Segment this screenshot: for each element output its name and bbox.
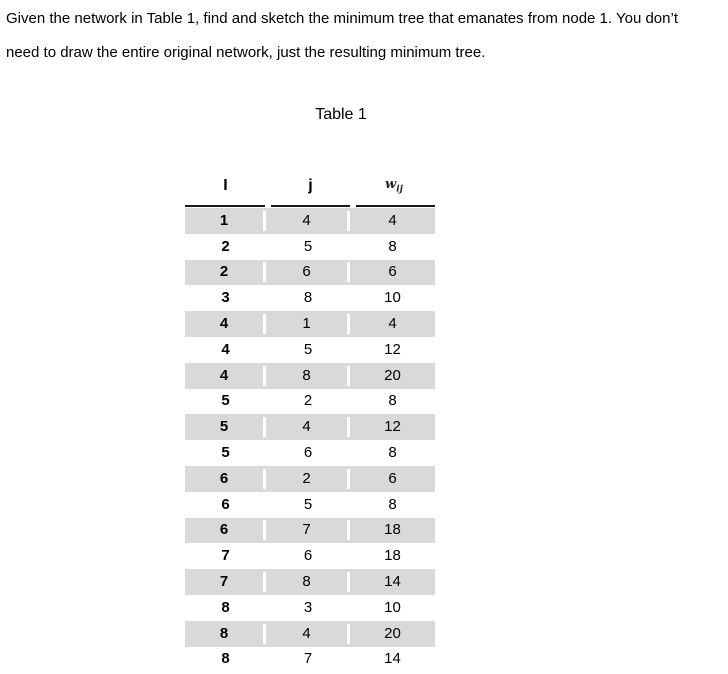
cell-weight: 20 (384, 624, 401, 642)
cell-weight: 18 (384, 521, 401, 539)
cell-i: 5 (185, 417, 266, 437)
cell-i: 4 (221, 340, 230, 358)
cell-i: 1 (185, 211, 266, 231)
table-row (185, 389, 435, 415)
header-weight (353, 177, 435, 195)
cell-j: 8 (266, 366, 350, 386)
cell-i: 4 (185, 314, 266, 334)
header-i: I (223, 177, 228, 194)
cell-j: 4 (266, 624, 350, 644)
cell-weight: 12 (384, 418, 401, 436)
cell-weight: 6 (388, 263, 397, 281)
cell-weight: 8 (388, 495, 397, 513)
cell-weight: 4 (388, 315, 397, 333)
header-rule-w (356, 205, 435, 207)
cell-weight: 8 (388, 444, 397, 462)
table-row (185, 363, 435, 389)
table-row (185, 595, 435, 621)
table-row (185, 234, 435, 260)
cell-j: 7 (303, 650, 313, 668)
header-weight-text: $w_{ij}$ (385, 177, 403, 195)
table-row (185, 543, 435, 569)
table-row (185, 621, 435, 647)
cell-j: 1 (266, 314, 350, 334)
table-row (185, 466, 435, 492)
cell-weight: 14 (384, 650, 401, 668)
cell-j: 4 (266, 211, 350, 231)
cell-i: 5 (221, 444, 230, 462)
cell-weight: 20 (384, 366, 401, 384)
cell-i: 7 (221, 547, 230, 565)
cell-weight: 6 (388, 469, 397, 487)
cell-i: 8 (185, 624, 266, 644)
table-row (185, 518, 435, 544)
cell-j: 5 (303, 340, 313, 358)
table-row (185, 414, 435, 440)
cell-weight: 4 (388, 211, 397, 229)
cell-weight: 10 (384, 289, 401, 307)
cell-weight: 18 (384, 547, 401, 565)
table-row (185, 647, 435, 673)
table-row (185, 569, 435, 595)
cell-j: 4 (266, 417, 350, 437)
cell-weight: 8 (388, 392, 397, 410)
cell-i: 2 (185, 262, 266, 282)
cell-i: 3 (221, 289, 230, 307)
table-row (185, 492, 435, 518)
header-rule-i (185, 205, 265, 207)
cell-j: 8 (266, 572, 350, 592)
cell-weight: 8 (388, 237, 397, 255)
network-table (185, 164, 435, 672)
table-caption: Table 1 (315, 106, 367, 123)
header-weight-subscript: ij (396, 185, 403, 195)
table-row (185, 208, 435, 234)
cell-j: 6 (266, 262, 350, 282)
table-row (185, 285, 435, 311)
cell-weight: 12 (384, 340, 401, 358)
table-header (185, 164, 435, 205)
cell-j: 2 (303, 392, 313, 410)
cell-weight: 14 (384, 573, 401, 591)
question-text: Given the network in Table 1, find and sketch the minimum tree that emanates from node 1. You don’t need to draw the entire original network, just the resulting minimum tree. (6, 10, 678, 61)
table-row (185, 260, 435, 286)
header-rule-j (271, 205, 350, 207)
cell-j: 6 (303, 444, 313, 462)
cell-i: 6 (185, 520, 266, 540)
cell-j: 5 (303, 237, 313, 255)
cell-j: 5 (303, 495, 313, 513)
cell-i: 6 (185, 469, 266, 489)
cell-i: 6 (221, 495, 230, 513)
table-row (185, 337, 435, 363)
cell-j: 7 (266, 520, 350, 540)
cell-j: 6 (303, 547, 313, 565)
header-j: j (308, 177, 313, 194)
cell-i: 8 (221, 598, 230, 616)
cell-j: 8 (303, 289, 313, 307)
cell-i: 2 (221, 237, 230, 255)
table-body (185, 208, 435, 672)
cell-weight: 10 (384, 598, 401, 616)
cell-i: 7 (185, 572, 266, 592)
cell-i: 5 (221, 392, 230, 410)
cell-i: 4 (185, 366, 266, 386)
table-row (185, 440, 435, 466)
header-rule (185, 205, 435, 208)
table-row (185, 311, 435, 337)
cell-j: 3 (303, 598, 313, 616)
cell-i: 8 (221, 650, 230, 668)
cell-j: 2 (266, 469, 350, 489)
